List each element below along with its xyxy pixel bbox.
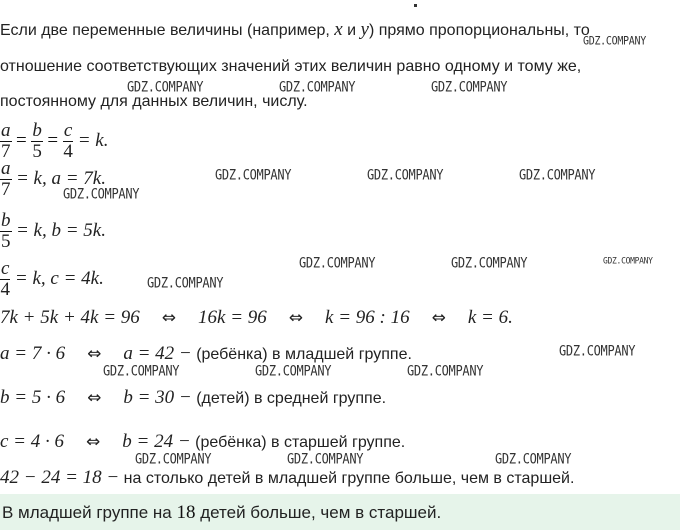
watermark: GDZ.COMPANY (519, 166, 596, 184)
watermark: GDZ.COMPANY (279, 78, 356, 96)
watermark: GDZ.COMPANY (583, 35, 646, 48)
sum-part-1: 7k + 5k + 4k = 96 (0, 307, 140, 328)
description: (ребёнка) в старшей группе. (195, 434, 406, 451)
equation-sum (0, 306, 513, 331)
watermark: GDZ.COMPANY (603, 255, 653, 266)
equation-b (0, 210, 106, 253)
equation-ratio: $\frac{a}{7}$ = $\frac{b}{5}$ = $\frac{c}{4}$ = k. (1, 120, 109, 163)
equation-young-group (0, 342, 412, 367)
numerator: c (63, 120, 73, 142)
ratio-tail: = k. (77, 130, 109, 151)
watermark: GDZ.COMPANY (431, 78, 508, 96)
numerator: c (1, 258, 10, 280)
denominator: 5 (32, 141, 42, 163)
sum-part-3: k = 96 : 16 (325, 307, 410, 328)
watermark: GDZ.COMPANY (367, 166, 444, 184)
watermark: GDZ.COMPANY (135, 450, 212, 468)
intro-text-c: ) прямо пропорциональны, то (368, 22, 590, 39)
equivalence-arrow: ⇔ (161, 308, 177, 328)
denominator: 7 (1, 141, 11, 163)
description: (ребёнка) в младшей группе. (196, 346, 412, 363)
var-y: y (360, 19, 369, 40)
denominator: 5 (1, 231, 11, 253)
answer-box (0, 494, 680, 530)
watermark: GDZ.COMPANY (147, 274, 224, 292)
equivalence-arrow: ⇔ (288, 308, 304, 328)
intro-line-3: постоянному для данных величин, числу. (0, 93, 308, 110)
fraction-a-7 (0, 159, 12, 200)
answer-text-a: В младшей группе на (2, 503, 177, 522)
intro-line-2: отношение соответствующих значений этих величин равно одному и тому же, (0, 58, 582, 75)
lhs: a = 7 · 6 (0, 343, 66, 364)
equation-middle-group (0, 386, 386, 411)
denominator: 7 (1, 179, 11, 201)
description: на столько детей в младшей группе больше, чем в старшей. (123, 470, 575, 487)
watermark: GDZ.COMPANY (495, 450, 572, 468)
watermark: GDZ.COMPANY (63, 185, 140, 203)
answer-text-b: детей больше, чем в старшей. (195, 503, 442, 522)
answer-number: 18 (176, 502, 196, 523)
numerator: a (1, 120, 11, 142)
watermark: GDZ.COMPANY (299, 254, 376, 272)
description: (детей) в средней группе. (196, 390, 387, 407)
rhs: b = 24 − (122, 431, 191, 452)
rhs: b = 30 − (123, 387, 192, 408)
fraction-b-5 (31, 121, 43, 162)
top-tick (414, 4, 417, 7)
equivalence-arrow: ⇔ (86, 432, 101, 452)
watermark: GDZ.COMPANY (103, 362, 180, 380)
watermark: GDZ.COMPANY (127, 78, 204, 96)
equivalence-arrow: ⇔ (431, 308, 446, 328)
denominator: 4 (63, 141, 73, 163)
watermark: GDZ.COMPANY (407, 362, 484, 380)
difference-expression: 42 − 24 = 18 − (0, 467, 120, 488)
fraction-b-5 (0, 211, 12, 252)
equivalence-arrow: ⇔ (87, 388, 102, 408)
var-x: x (334, 19, 343, 40)
equation-a-tail: = k, a = 7k. (15, 168, 106, 189)
watermark: GDZ.COMPANY (215, 166, 292, 184)
rhs: a = 42 − (123, 343, 192, 364)
lhs: c = 4 · 6 (0, 431, 65, 452)
fraction-a-7 (0, 121, 12, 162)
fraction-c-4 (0, 259, 10, 300)
equation-c-tail: = k, c = 4k. (14, 268, 104, 289)
numerator: b (1, 210, 11, 232)
equation-b-tail: = k, b = 5k. (15, 220, 106, 241)
numerator: b (32, 120, 42, 142)
denominator: 4 (0, 279, 10, 301)
equation-c (0, 258, 104, 301)
watermark: GDZ.COMPANY (287, 450, 364, 468)
equivalence-arrow: ⇔ (87, 344, 102, 364)
sum-part-4: k = 6. (467, 307, 513, 328)
numerator: a (1, 158, 11, 180)
equation-difference (0, 466, 574, 491)
watermark: GDZ.COMPANY (559, 342, 636, 360)
watermark: GDZ.COMPANY (255, 362, 332, 380)
answer-text (2, 502, 441, 524)
intro-text-a: Если две переменные величины (например, (0, 22, 335, 39)
watermark: GDZ.COMPANY (451, 254, 528, 272)
intro-text-b: и (342, 22, 361, 39)
sum-part-2: 16k = 96 (198, 307, 267, 328)
fraction-c-4 (63, 121, 73, 162)
intro-line-1 (0, 20, 590, 41)
lhs: b = 5 · 6 (0, 387, 66, 408)
